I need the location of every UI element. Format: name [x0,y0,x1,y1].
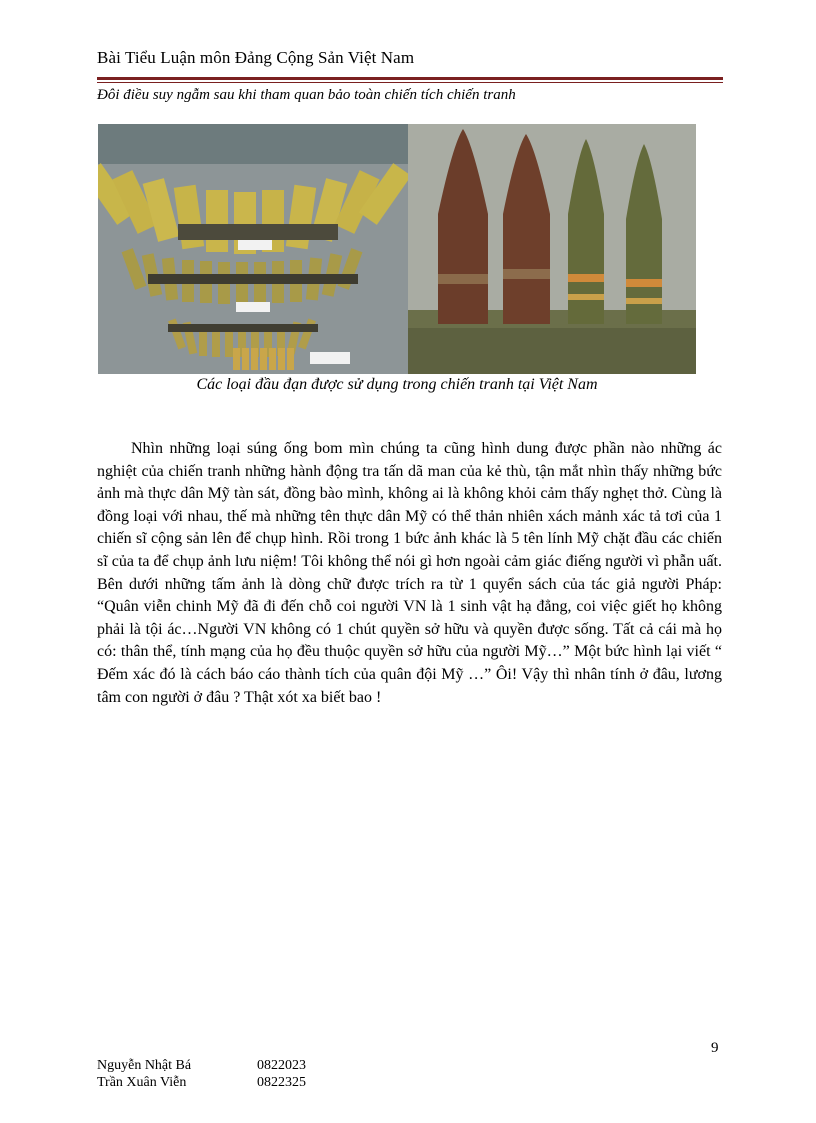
header-subtitle: Đôi điều suy ngẫm sau khi tham quan bảo toàn chiến tích chiến tranh [97,87,516,103]
header-rule [97,77,723,80]
author-id: 0822325 [257,1075,306,1090]
artillery-shells-illustration [408,124,696,374]
author-line [97,1058,306,1074]
body-paragraph: Nhìn những loại súng ống bom mìn chúng ta cũng hình dung được phần nào những ác nghiệt của chiến tranh những hành động tra tấn dã man của kẻ thù, tận mắt nhìn thấy những bức ảnh mà thực dân Mỹ tàn sát, đồng bào mình, không ai là không khỏi cảm thấy nghẹt thở. Cùng là đồng loại với nhau, thế mà những tên thực dân Mỹ có thể thản nhiên xách mảnh xác tả tơi của 1 chiến sĩ cộng sản lên để chụp hình. Rồi trong 1 bức ảnh khác là 5 tên lính Mỹ chặt đầu các chiến sĩ của ta để chụp ảnh lưu niệm! Tôi không thể nói gì hơn ngoài cảm giác điếng người vì phẫn uất. Bên dưới những tấm ảnh là dòng chữ được trích ra từ 1 quyển sách của tác giả người Pháp: “Quân viễn chinh Mỹ đã đi đến chỗ coi người VN là 1 sinh vật hạ đẳng, coi việc giết họ không phải là tội ác…Người VN không có 1 chút quyền sở hữu và quyền được sống. Tất cả cái mà họ có: thân thể, tính mạng của họ đều thuộc quyền sở hữu của người Mỹ…” Một bức hình lại viết “ Đếm xác đó là cách báo cáo thành tích của quân đội Mỹ …” Ôi! Vậy thì nhân tính ở đâu, lương tâm con người ở đâu ? Thật xót xa biết bao ! [97,440,722,706]
author-name: Nguyễn Nhật Bá [97,1058,192,1073]
author-line [97,1075,306,1091]
header-rule-thin [97,82,723,83]
figure-caption: Các loại đầu đạn được sử dụng trong chiến tranh tại Việt Nam [196,376,598,393]
page-number: 9 [711,1040,719,1056]
author-name: Trần Xuân Viễn [97,1075,187,1090]
header-title: Bài Tiểu Luận môn Đảng Cộng Sản Việt Nam [97,48,415,67]
artillery-shells-photo [408,124,696,374]
ammunition-belts-illustration [98,124,408,374]
ammunition-belts-photo [98,124,408,374]
author-id: 0822023 [257,1058,306,1073]
